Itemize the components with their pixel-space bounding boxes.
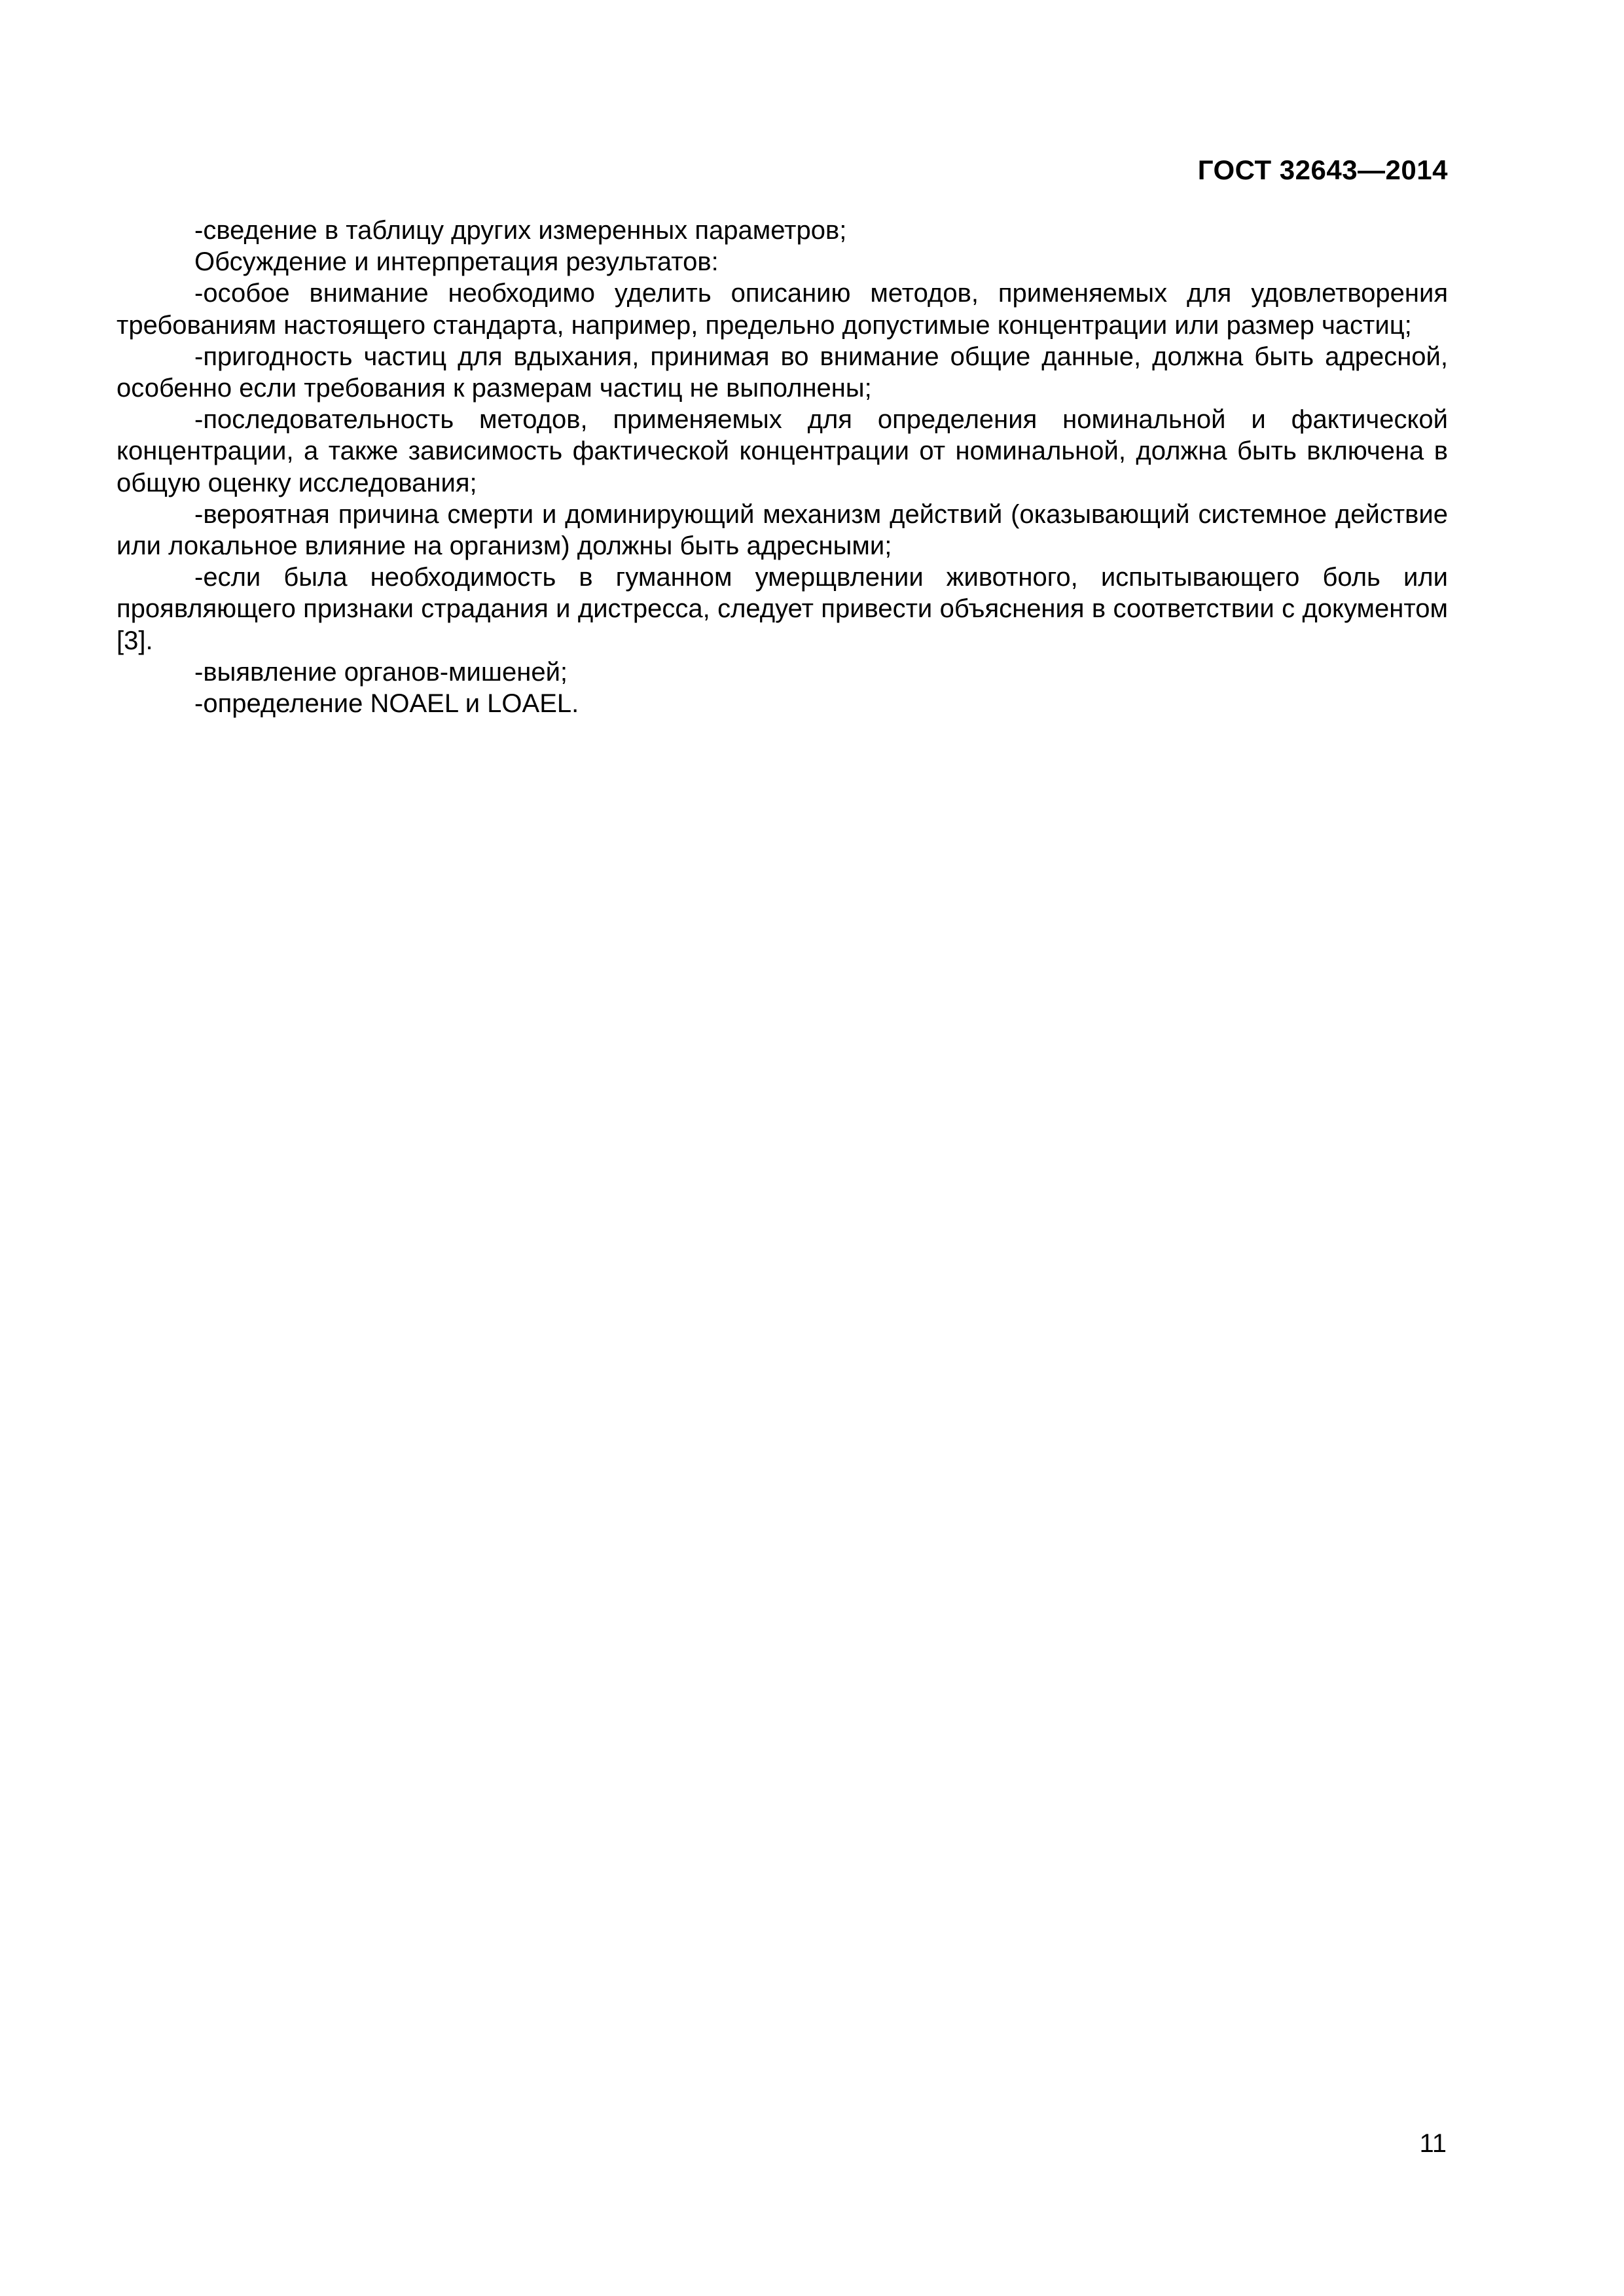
paragraph: -последовательность методов, применяемых для определения номинальной и фактической концентрации, а также зависимость фактической концентрации от номинальной, должна быть включена в общую оценку исследования; bbox=[117, 405, 1448, 497]
paragraph: -пригодность частиц для вдыхания, принимая во внимание общие данные, должна быть адресной, особенно если требования к размерам частиц не выполнены; bbox=[117, 342, 1448, 403]
document-code: ГОСТ 32643—2014 bbox=[1197, 154, 1448, 185]
page-number: 11 bbox=[1419, 2129, 1447, 2158]
paragraph: Обсуждение и интерпретация результатов: bbox=[194, 247, 719, 277]
paragraph: -если была необходимость в гуманном умерщвлении животного, испытывающего боль или проявляющего признаки страдания и дистресса, следует привести объяснения в соответствии с документом [3]. bbox=[117, 563, 1448, 655]
paragraph: -выявление органов-мишеней; bbox=[194, 657, 568, 687]
paragraph: -определение NOAEL и LOAEL. bbox=[194, 689, 579, 719]
paragraph: -вероятная причина смерти и доминирующий механизм действий (оказывающий системное действие или локальное влияние на организм) должны быть адресными; bbox=[117, 499, 1448, 561]
paragraph: -сведение в таблицу других измеренных параметров; bbox=[194, 216, 847, 245]
paragraph: -особое внимание необходимо уделить описанию методов, применяемых для удовлетворения требованиям настоящего стандарта, например, предельно допустимые концентрации или размер частиц; bbox=[117, 279, 1448, 340]
body-text bbox=[117, 215, 1448, 719]
